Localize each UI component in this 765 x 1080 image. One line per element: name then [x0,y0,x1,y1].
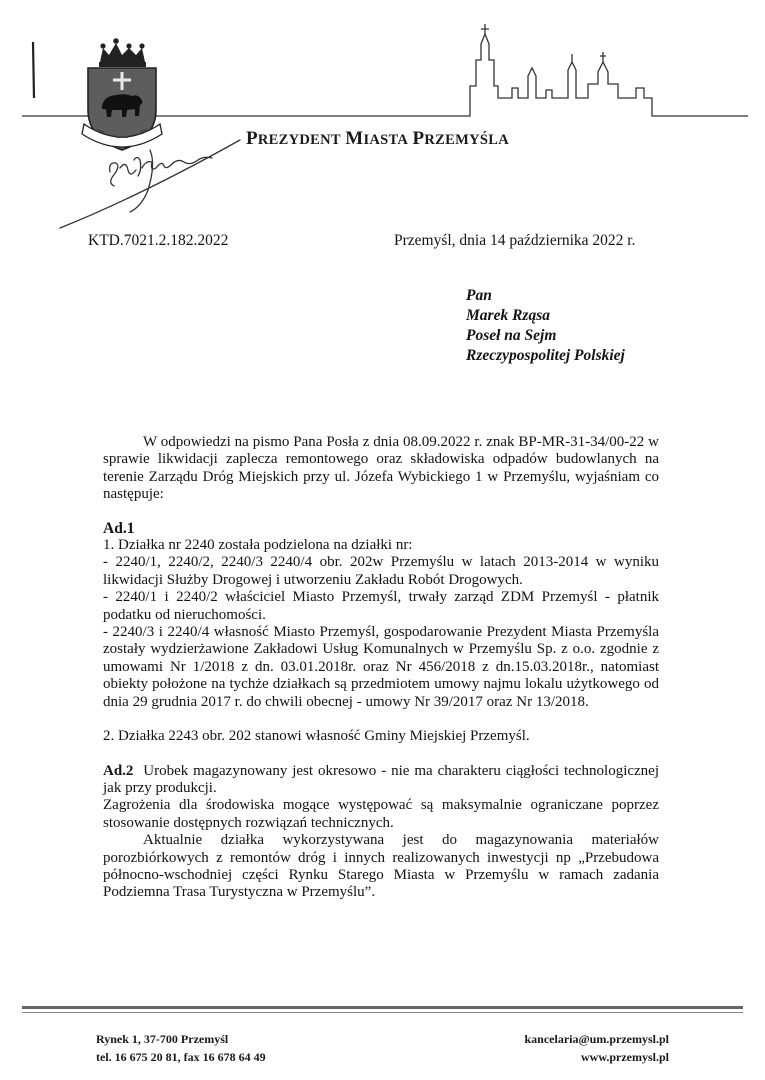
margin-pen-mark [33,42,34,98]
recipient-line: Rzeczypospolitej Polskiej [466,347,625,364]
place-and-date: Przemyśl, dnia 14 października 2022 r. [394,232,636,249]
paragraph: Zagrożenia dla środowiska mogące występować są maksymalnie ograniczane poprzez stosowanie dostępnych rozwiązań technicznych. [103,797,659,831]
letterhead-graphics [0,0,765,230]
section-heading-ad2: Ad.2 [103,762,134,779]
letter-body [103,434,659,902]
footer-phone: tel. 16 675 20 81, fax 16 678 64 49 [96,1050,266,1064]
reference-number: KTD.7021.2.182.2022 [88,232,229,249]
sender-title: PREZYDENT MIASTA PRZEMYŚLA [246,128,509,149]
recipient-line: Poseł na Sejm [466,327,557,344]
paragraph: 1. Działka nr 2240 została podzielona na działki nr: [103,537,413,554]
paragraph: Ad.2 Urobek magazynowany jest okresowo - nie ma charakteru ciągłości technologicznej jak przy produkcji. [103,762,660,796]
footer-contact [96,1030,266,1066]
footer-address: Rynek 1, 37-700 Przemyśl [96,1032,229,1046]
footer-online [525,1030,670,1066]
footer-email: kancelaria@um.przemysl.pl [524,1032,669,1046]
paragraph: 2. Działka 2243 obr. 202 stanowi własność Gminy Miejskiej Przemyśl. [103,728,530,745]
paragraph: - 2240/1, 2240/2, 2240/3 2240/4 obr. 202w Przemyślu w latach 2013-2014 w wyniku likwidacji Służby Drogowej i utworzeniu Zakładu Robót Drogowych. [103,554,659,588]
section-heading-ad1: Ad.1 [103,519,135,537]
handwritten-annotation [60,140,240,228]
paragraph: - 2240/3 i 2240/4 własność Miasto Przemyśl, gospodarowanie Prezydent Miasta Przemyśla zostały wydzierżawione Zakładowi Usług Komunalnych w Przemyślu Sp. z o.o. zgodnie z umowami Nr 1/2018 z dn. 03.01.2018r. oraz Nr 456/2018 z dn.15.03.2018r., natomiast obiekty położone na tychże działkach są przedmiotem umowy najmu lokalu użytkowego od dnia 29 grudnia 2017 r. do chwili obecnej - umowy Nr 39/2017 oraz Nr 13/2018. [103,624,659,710]
recipient-line: Pan [466,287,492,304]
paragraph: - 2240/1 i 2240/2 właściciel Miasto Przemyśl, trwały zarząd ZDM Przemyśl - płatnik podatku od nieruchomości. [103,589,659,623]
recipient-block [466,286,625,366]
coat-of-arms-icon [82,38,162,150]
footer-divider [22,1006,743,1009]
intro-paragraph: W odpowiedzi na pismo Pana Posła z dnia 08.09.2022 r. znak BP-MR-31-34/00-22 w sprawie likwidacji zaplecza remontowego oraz składowiska odpadów budowlanych na terenie Zarządu Dróg Miejskich przy ul. Józefa Wybickiego 1 w Przemyślu, wyjaśniam co następuje: [103,434,659,503]
footer-divider [22,1012,743,1013]
footer-website: www.przemysl.pl [581,1050,669,1064]
paragraph: Aktualnie działka wykorzystywana jest do magazynowania materiałów porozbiórkowych z remontów dróg i innych realizowanych inwestycji np „Przebudowa północno-wschodniej części Rynku Starego Miasta w Przemyślu w ramach zadania Podziemna Trasa Turystyczna w Przemyślu”. [103,832,659,901]
recipient-line: Marek Rząsa [466,307,550,324]
